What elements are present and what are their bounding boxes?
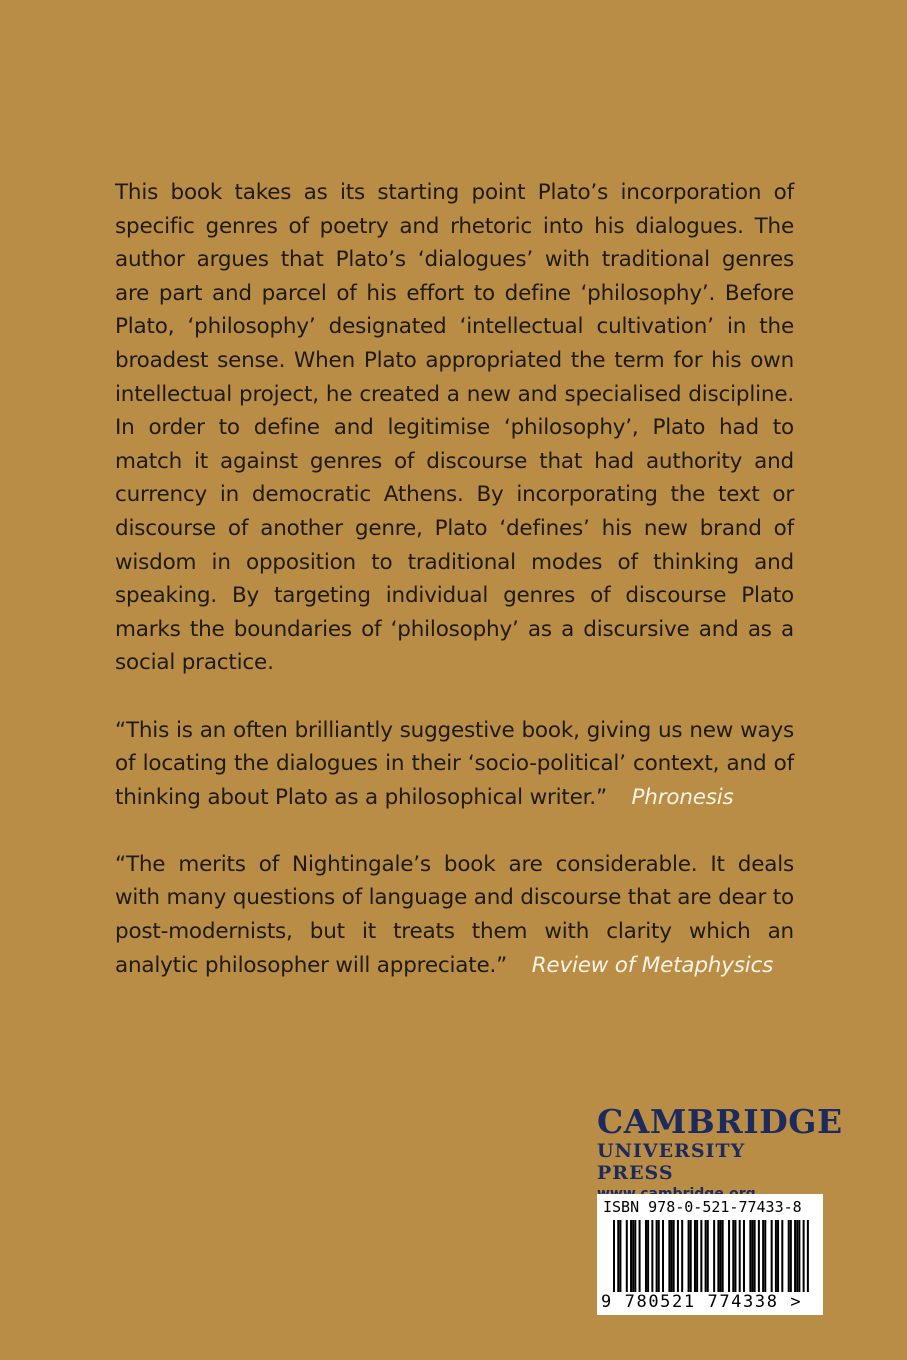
barcode-bar [662, 1220, 664, 1292]
barcode-bar [717, 1220, 719, 1292]
barcode-bar [739, 1220, 741, 1292]
barcode-bar [626, 1220, 628, 1292]
barcode-bar [775, 1220, 777, 1292]
barcode-bar [668, 1220, 670, 1292]
barcode-bar [647, 1220, 649, 1292]
barcode-bar [696, 1220, 698, 1292]
barcode-bar [790, 1220, 792, 1292]
barcode-bar [705, 1220, 707, 1292]
barcode-bar [796, 1220, 798, 1292]
barcode-bar [613, 1220, 615, 1292]
barcode-bar [720, 1220, 722, 1292]
barcode-bar [732, 1220, 734, 1292]
isbn-label: ISBN 978-0-521-77433-8 [603, 1198, 802, 1216]
barcode-bar [722, 1220, 724, 1292]
barcode-bar [794, 1220, 796, 1292]
barcode-bar [694, 1220, 696, 1292]
barcode-bars [613, 1220, 809, 1298]
barcode-bar [619, 1220, 621, 1292]
barcode-bar [777, 1220, 779, 1292]
barcode-bar [630, 1220, 632, 1292]
barcode-bar [700, 1220, 702, 1292]
review-source: Phronesis [631, 784, 734, 810]
barcode-bar [798, 1220, 800, 1292]
barcode-bar [728, 1220, 730, 1292]
book-description: This book takes as its starting point Plato’s incorporation of specific genres of poetry and rhetoric into his dialogues. The author argues that Plato’s ‘dialogues’ with traditional genres are part and parcel of his effort to define ‘philosophy’. Before Plato, ‘philosophy’ designated ‘intellectual cultivation’ in the broadest sense. When Plato appropriated the term for his own intellectual project, he created a new and specialised discipline. In order to define and legitimise ‘philosophy’, Plato had to match it against genres of discourse that had authority and currency in democratic Athens. By incorporating the text or discourse of another genre, Plato ‘defines’ his new brand of wisdom in opposition to traditional modes of thinking and speaking. By targeting individual genres of discourse Plato marks the boundaries of ‘philosophy’ as a discursive and as a social practice. [115, 180, 794, 676]
publisher-name: CAMBRIDGE [597, 1102, 843, 1141]
barcode-bar [673, 1220, 675, 1292]
barcode-bar [781, 1220, 783, 1292]
back-cover-text [115, 176, 794, 982]
barcode-bar [651, 1220, 653, 1292]
review-text: “The merits of Nightingale’s book are considerable. It deals with many questions of language and discourse that are dear to post-modernists, but it treats them with clarity which an analytic philosopher will appreciate.” [115, 851, 794, 978]
barcode-bar [762, 1220, 764, 1292]
barcode-bar [690, 1220, 692, 1292]
barcode-digits: 9 780521 774338 > [601, 1292, 803, 1312]
barcode-bar [658, 1220, 660, 1292]
barcode-bar [743, 1220, 745, 1292]
barcode-bar [632, 1220, 634, 1292]
barcode-bar [656, 1220, 658, 1292]
barcode-bar [751, 1220, 753, 1292]
review-text: “This is an often brilliantly suggestive book, giving us new ways of locating the dialogues in their ‘socio-political’ context, and of thinking about Plato as a philosophical writer.” [115, 717, 794, 810]
barcode-bar [807, 1220, 809, 1292]
review-quote [115, 714, 794, 815]
publisher-subtitle: UNIVERSITY PRESS [597, 1140, 746, 1184]
barcode-bar [617, 1220, 619, 1292]
barcode-bar [754, 1220, 756, 1292]
barcode-bar [713, 1220, 715, 1292]
barcode-bar [788, 1220, 790, 1292]
barcode-bar [634, 1220, 636, 1292]
barcode-bar [803, 1220, 805, 1292]
barcode-bar [758, 1220, 760, 1292]
barcode-bar [677, 1220, 679, 1292]
publisher-logo [597, 1102, 843, 1204]
barcode-bar [688, 1220, 690, 1292]
barcode-bar [734, 1220, 736, 1292]
barcode-bar [749, 1220, 751, 1292]
barcode-bar [681, 1220, 683, 1292]
barcode-bar [707, 1220, 709, 1292]
barcode-bar [639, 1220, 641, 1292]
review-quote [115, 848, 794, 982]
barcode-bar [671, 1220, 673, 1292]
review-source: Review of Metaphysics [531, 952, 774, 978]
barcode-bar [764, 1220, 766, 1292]
isbn-barcode [597, 1194, 823, 1315]
barcode-bar [771, 1220, 773, 1292]
barcode-bar [645, 1220, 647, 1292]
